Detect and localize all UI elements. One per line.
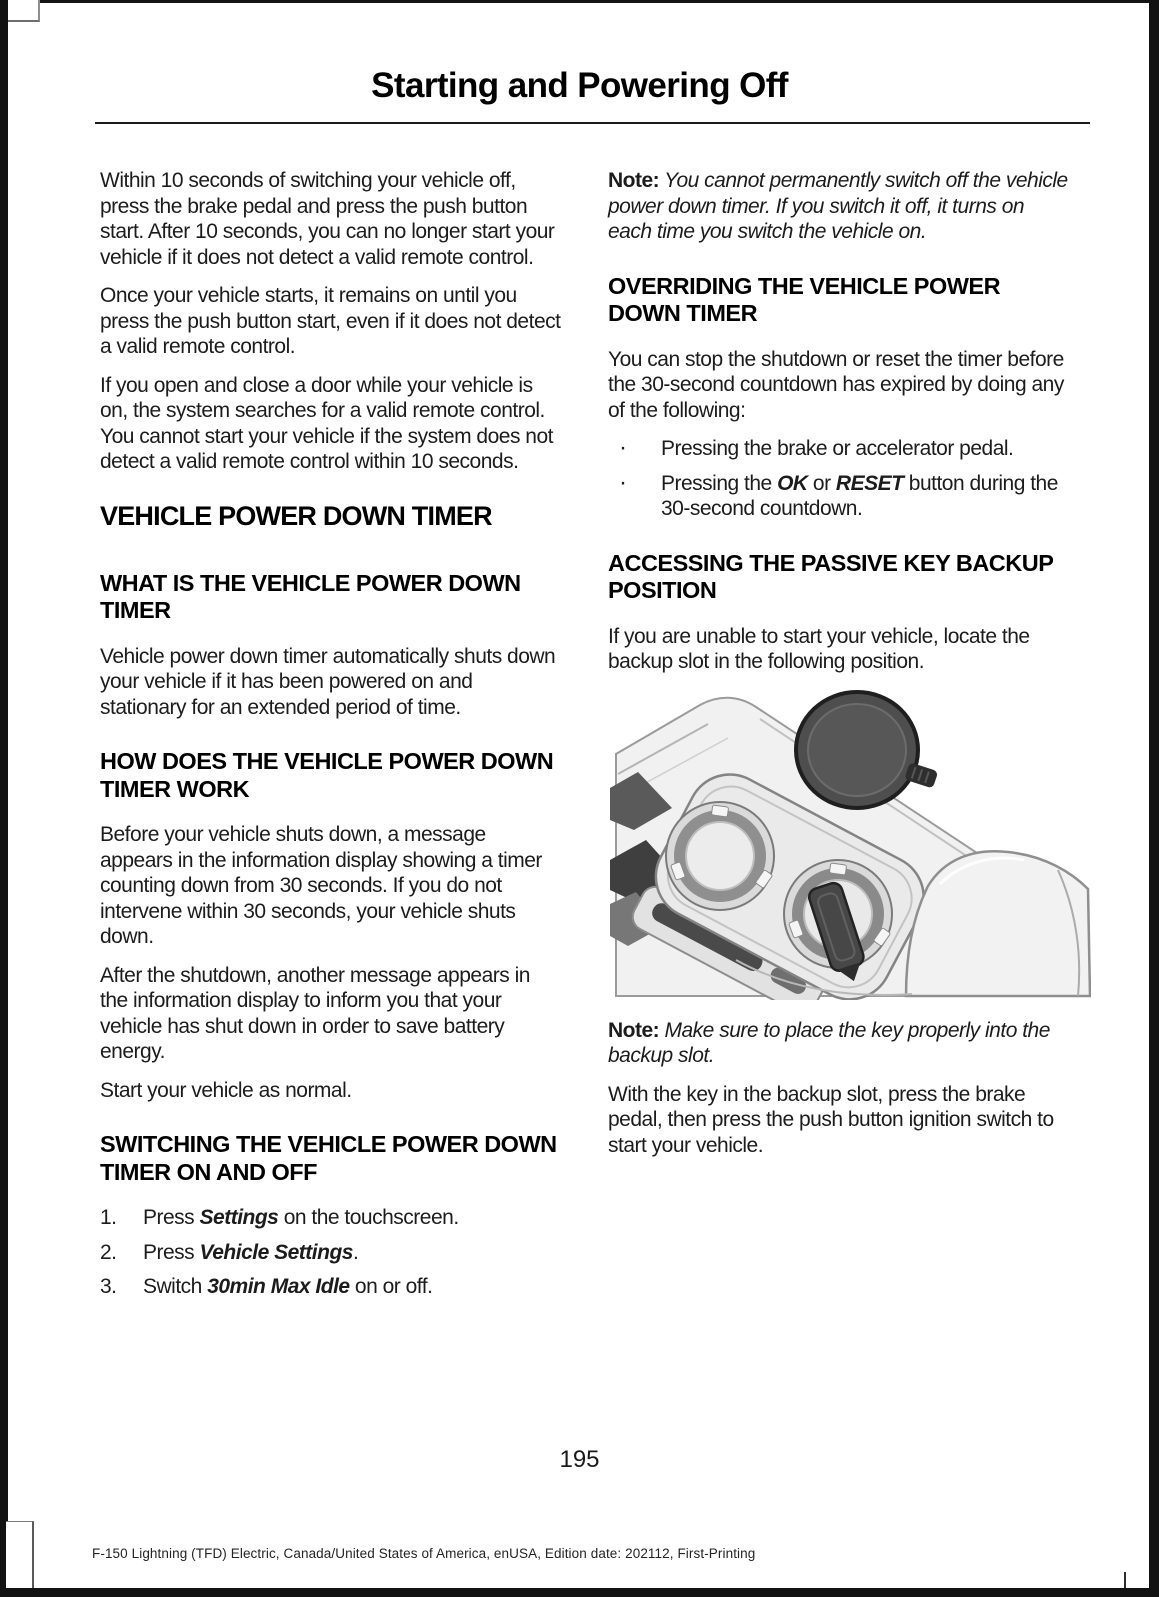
chapter-heading: VEHICLE POWER DOWN TIMER xyxy=(100,500,492,531)
bullet-list xyxy=(608,436,1069,522)
content-columns xyxy=(100,168,1069,1309)
note-paragraph: Note: Make sure to place the key properly into the backup slot. xyxy=(608,1018,1050,1067)
section-heading: SWITCHING THE VEHICLE POWER DOWN TIMER ON AND OFF xyxy=(100,1131,557,1185)
step-text: Press Vehicle Settings. xyxy=(143,1240,359,1264)
title-rule xyxy=(95,122,1090,124)
paragraph: Before your vehicle shuts down, a message appears in the information display showing a timer counting down from 30 seconds. If you do not intervene within 30 seconds, your vehicle shuts down. xyxy=(100,823,542,948)
bullet-marker: · xyxy=(619,434,627,461)
step-number: 3. xyxy=(100,1275,117,1298)
step-item xyxy=(100,1274,561,1300)
scan-edge-right xyxy=(1149,0,1159,1597)
right-column xyxy=(608,168,1069,1309)
step-text: Press Settings on the touchscreen. xyxy=(143,1206,459,1229)
scan-edge-left xyxy=(0,0,8,1597)
page-number: 195 xyxy=(559,1446,600,1473)
console-backup-slot-illustration xyxy=(610,688,1091,1000)
left-column xyxy=(100,168,561,1309)
step-item xyxy=(100,1240,561,1266)
paragraph: Start your vehicle as normal. xyxy=(100,1078,352,1102)
note-paragraph: Note: You cannot permanently switch off the vehicle power down timer. If you switch it off, it turns on each time you switch the vehicle on. xyxy=(608,169,1068,243)
scan-notch-bottom-left xyxy=(6,1521,34,1588)
section-heading: WHAT IS THE VEHICLE POWER DOWN TIMER xyxy=(100,569,521,623)
section-heading: ACCESSING THE PASSIVE KEY BACKUP POSITION xyxy=(608,549,1053,603)
step-number: 1. xyxy=(100,1206,117,1229)
paragraph: Once your vehicle starts, it remains on until you press the push button start, even if it does not detect a valid remote control. xyxy=(100,284,561,358)
paragraph: After the shutdown, another message appears in the information display to inform you that your vehicle has shut down in order to save battery energy. xyxy=(100,963,530,1063)
paragraph: You can stop the shutdown or reset the timer before the 30-second countdown has expired by doing any of the following: xyxy=(608,347,1064,422)
steps-list xyxy=(100,1205,561,1300)
paragraph: If you open and close a door while your vehicle is on, the system searches for a valid remote control. You cannot start your vehicle if the system does not detect a valid remote control within 10 seconds. xyxy=(100,373,553,473)
bullet-text: Pressing the OK or RESET button during the 30-second countdown. xyxy=(661,471,1058,520)
bullet-item xyxy=(608,468,1069,522)
page-title: Starting and Powering Off xyxy=(371,66,788,105)
note-label: Note: xyxy=(608,169,660,192)
section-heading: OVERRIDING THE VEHICLE POWER DOWN TIMER xyxy=(608,272,1001,326)
bullet-item xyxy=(608,436,1069,462)
footer-text: F-150 Lightning (TFD) Electric, Canada/United States of America, enUSA, Edition date: 202112, First-Printing xyxy=(92,1546,756,1561)
paragraph: If you are unable to start your vehicle, locate the backup slot in the following position. xyxy=(608,624,1030,673)
step-number: 2. xyxy=(100,1240,117,1264)
note-label: Note: xyxy=(608,1018,660,1042)
section-heading: HOW DOES THE VEHICLE POWER DOWN TIMER WORK xyxy=(100,748,554,802)
scan-edge-bottom xyxy=(0,1588,1159,1597)
step-item xyxy=(100,1205,561,1231)
bullet-marker: · xyxy=(619,468,627,496)
bullet-text: Pressing the brake or accelerator pedal. xyxy=(661,437,1014,460)
paragraph: Vehicle power down timer automatically shuts down your vehicle if it has been powered on and stationary for an extended period of time. xyxy=(100,644,556,719)
scan-edge-top xyxy=(0,0,1159,3)
paragraph: With the key in the backup slot, press the brake pedal, then press the push button ignition switch to start your vehicle. xyxy=(608,1082,1054,1157)
printer-tick-mark xyxy=(1124,1572,1126,1588)
scan-notch-top-left xyxy=(8,0,40,22)
step-text: Switch 30min Max Idle on or off. xyxy=(143,1275,433,1298)
paragraph: Within 10 seconds of switching your vehicle off, press the brake pedal and press the push button start. After 10 seconds, you can no longer start your vehicle if it does not detect a valid remote control. xyxy=(100,169,555,269)
